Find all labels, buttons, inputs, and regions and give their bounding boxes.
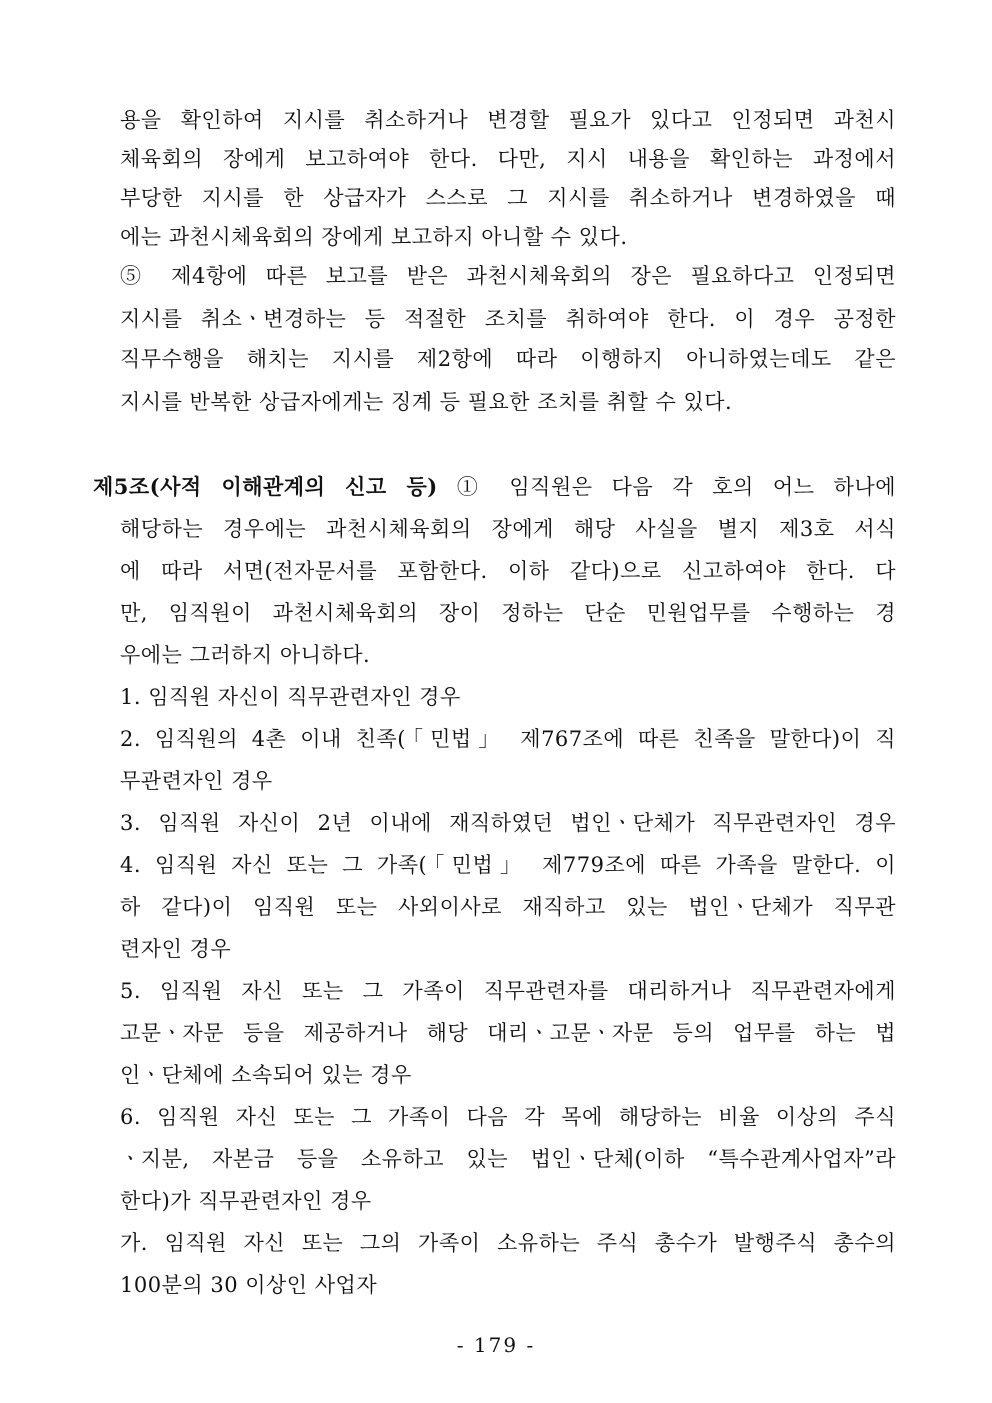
list-item-1: 1. 임직원 자신이 직무관련자인 경우	[120, 685, 461, 709]
list-item-2: 2. 임직원의 4촌 이내 친족(「민법」 제767조에 따른 친족을 말한다)이 직	[120, 727, 896, 751]
paragraph-line: 만, 임직원이 과천시체육회의 장이 정하는 단순 민원업무를 수행하는 경	[120, 601, 896, 625]
list-item-5: 5. 임직원 자신 또는 그 가족이 직무관련자를 대리하거나 직무관련자에게	[120, 979, 896, 1003]
sub-item-ga: 가. 임직원 자신 또는 그의 가족이 소유하는 주식 총수가 발행주식 총수의	[120, 1231, 896, 1255]
list-item-6-cont: ㆍ지분, 자본금 등을 소유하고 있는 법인ㆍ단체(이하 “특수관계사업자”라	[120, 1147, 896, 1171]
list-item-6: 6. 임직원 자신 또는 그 가족이 다음 각 목에 해당하는 비율 이상의 주식	[120, 1105, 896, 1129]
clause-5-line: ⑤ 제4항에 따른 보고를 받은 과천시체육회의 장은 필요하다고 인정되면	[120, 264, 896, 288]
paragraph-line: 우에는 그러하지 아니하다.	[120, 643, 371, 667]
paragraph-line: 지시를 반복한 상급자에게는 징계 등 필요한 조치를 취할 수 있다.	[120, 390, 733, 414]
sub-item-ga-cont: 100분의 30 이상인 사업자	[120, 1273, 378, 1297]
list-item-2-cont: 무관련자인 경우	[120, 769, 273, 793]
paragraph-line: 지시를 취소ㆍ변경하는 등 적절한 조치를 취하여야 한다. 이 경우 공정한	[120, 307, 896, 331]
paragraph-line: 용을 확인하여 지시를 취소하거나 변경할 필요가 있다고 인정되면 과천시	[120, 108, 896, 132]
article-5-first-line	[93, 473, 896, 501]
article-5-heading: 제5조(사적 이해관계의 신고 등)	[93, 474, 438, 499]
paragraph-line: 에는 과천시체육회의 장에게 보고하지 아니할 수 있다.	[120, 225, 628, 249]
list-item-5-cont: 인ㆍ단체에 소속되어 있는 경우	[120, 1063, 412, 1087]
list-item-4: 4. 임직원 자신 또는 그 가족(「민법」 제779조에 따른 가족을 말한다. 이	[120, 853, 896, 877]
paragraph-line: 직무수행을 해치는 지시를 제2항에 따라 이행하지 아니하였는데도 같은	[120, 347, 896, 371]
list-item-6-cont: 한다)가 직무관련자인 경우	[120, 1189, 372, 1213]
list-item-4-cont: 하 같다)이 임직원 또는 사외이사로 재직하고 있는 법인ㆍ단체가 직무관	[120, 895, 896, 919]
paragraph-line: 부당한 지시를 한 상급자가 스스로 그 지시를 취소하거나 변경하였을 때	[120, 186, 896, 210]
list-item-3: 3. 임직원 자신이 2년 이내에 재직하였던 법인ㆍ단체가 직무관련자인 경우	[120, 811, 896, 835]
list-item-5-cont: 고문ㆍ자문 등을 제공하거나 해당 대리ㆍ고문ㆍ자문 등의 업무를 하는 법	[120, 1021, 896, 1045]
list-item-4-cont: 련자인 경우	[120, 937, 232, 961]
article-5-clause-1-start: ① 임직원은 다음 각 호의 어느 하나에	[456, 475, 896, 499]
page-number: - 179 -	[456, 1333, 536, 1357]
paragraph-line: 에 따라 서면(전자문서를 포함한다. 이하 같다)으로 신고하여야 한다. 다	[120, 559, 896, 583]
paragraph-line: 체육회의 장에게 보고하여야 한다. 다만, 지시 내용을 확인하는 과정에서	[120, 147, 896, 171]
paragraph-line: 해당하는 경우에는 과천시체육회의 장에게 해당 사실을 별지 제3호 서식	[120, 517, 896, 541]
